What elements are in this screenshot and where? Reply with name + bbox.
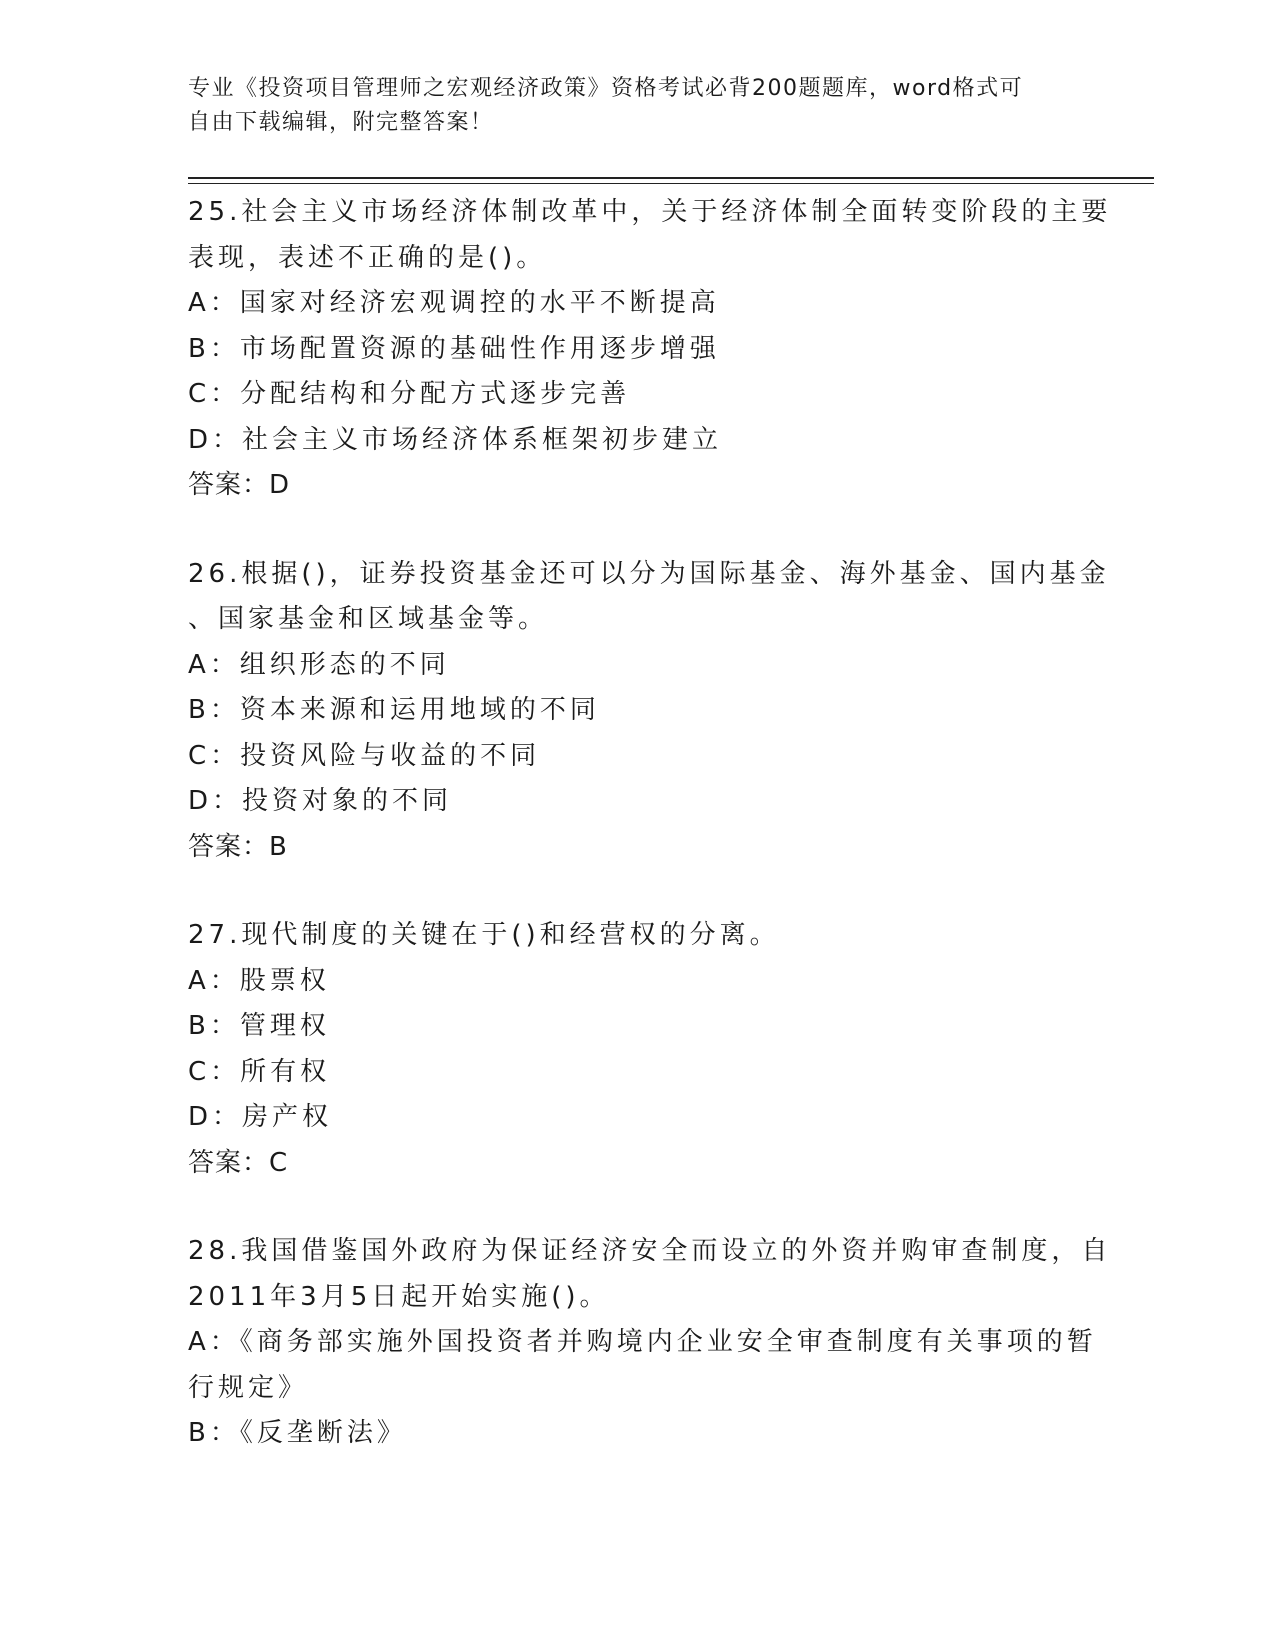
answer-option: A：《商务部实施外国投资者并购境内企业安全审查制度有关事项的暂 xyxy=(188,1327,1097,1357)
question-stem-line: 26.根据()，证券投资基金还可以分为国际基金、海外基金、国内基金 xyxy=(188,558,1110,589)
header-divider xyxy=(188,177,1154,179)
answer-option: C：分配结构和分配方式逐步完善 xyxy=(188,379,631,409)
answer-option: B：《反垄断法》 xyxy=(188,1418,407,1448)
answer-option: B：管理权 xyxy=(188,1011,330,1041)
answer-option: A：组织形态的不同 xyxy=(188,649,450,680)
header-line-2: 自由下载编辑，附完整答案！ xyxy=(188,110,494,135)
answer-option: D：社会主义市场经济体系框架初步建立 xyxy=(188,424,723,455)
question-stem-line: 2011年3月5日起开始实施()。 xyxy=(188,1281,610,1312)
header-divider-thin xyxy=(188,183,1154,184)
answer-option: A：股票权 xyxy=(188,965,330,996)
question-list xyxy=(188,190,1112,1500)
answer-key: 答案：B xyxy=(188,831,288,862)
question-stem-line: 27.现代制度的关键在于()和经营权的分离。 xyxy=(188,920,780,950)
question-block xyxy=(188,190,1112,509)
question-stem-line: 28.我国借鉴国外政府为保证经济安全而设立的外资并购审查制度，自 xyxy=(188,1236,1112,1266)
question-block xyxy=(188,913,1088,1186)
answer-option: D：房产权 xyxy=(188,1102,333,1132)
answer-option: B：市场配置资源的基础性作用逐步增强 xyxy=(188,333,720,364)
question-stem-line: 表现，表述不正确的是()。 xyxy=(188,242,547,273)
question-block xyxy=(188,552,1110,871)
answer-option: C：投资风险与收益的不同 xyxy=(188,740,541,771)
answer-key: 答案：D xyxy=(188,470,291,500)
document-header xyxy=(188,72,1088,140)
answer-option: A：国家对经济宏观调控的水平不断提高 xyxy=(188,288,720,318)
answer-option: D：投资对象的不同 xyxy=(188,786,453,816)
question-stem-line: 、国家基金和区域基金等。 xyxy=(188,604,549,634)
header-line-1: 专业《投资项目管理师之宏观经济政策》资格考试必背200题题库，word格式可 xyxy=(188,76,1024,101)
answer-option: B：资本来源和运用地域的不同 xyxy=(188,695,600,725)
question-block xyxy=(188,1229,1112,1457)
answer-option: 行规定》 xyxy=(188,1372,309,1403)
question-stem-line: 25.社会主义市场经济体制改革中，关于经济体制全面转变阶段的主要 xyxy=(188,197,1112,227)
answer-option: C：所有权 xyxy=(188,1056,331,1087)
answer-key: 答案：C xyxy=(188,1147,289,1178)
